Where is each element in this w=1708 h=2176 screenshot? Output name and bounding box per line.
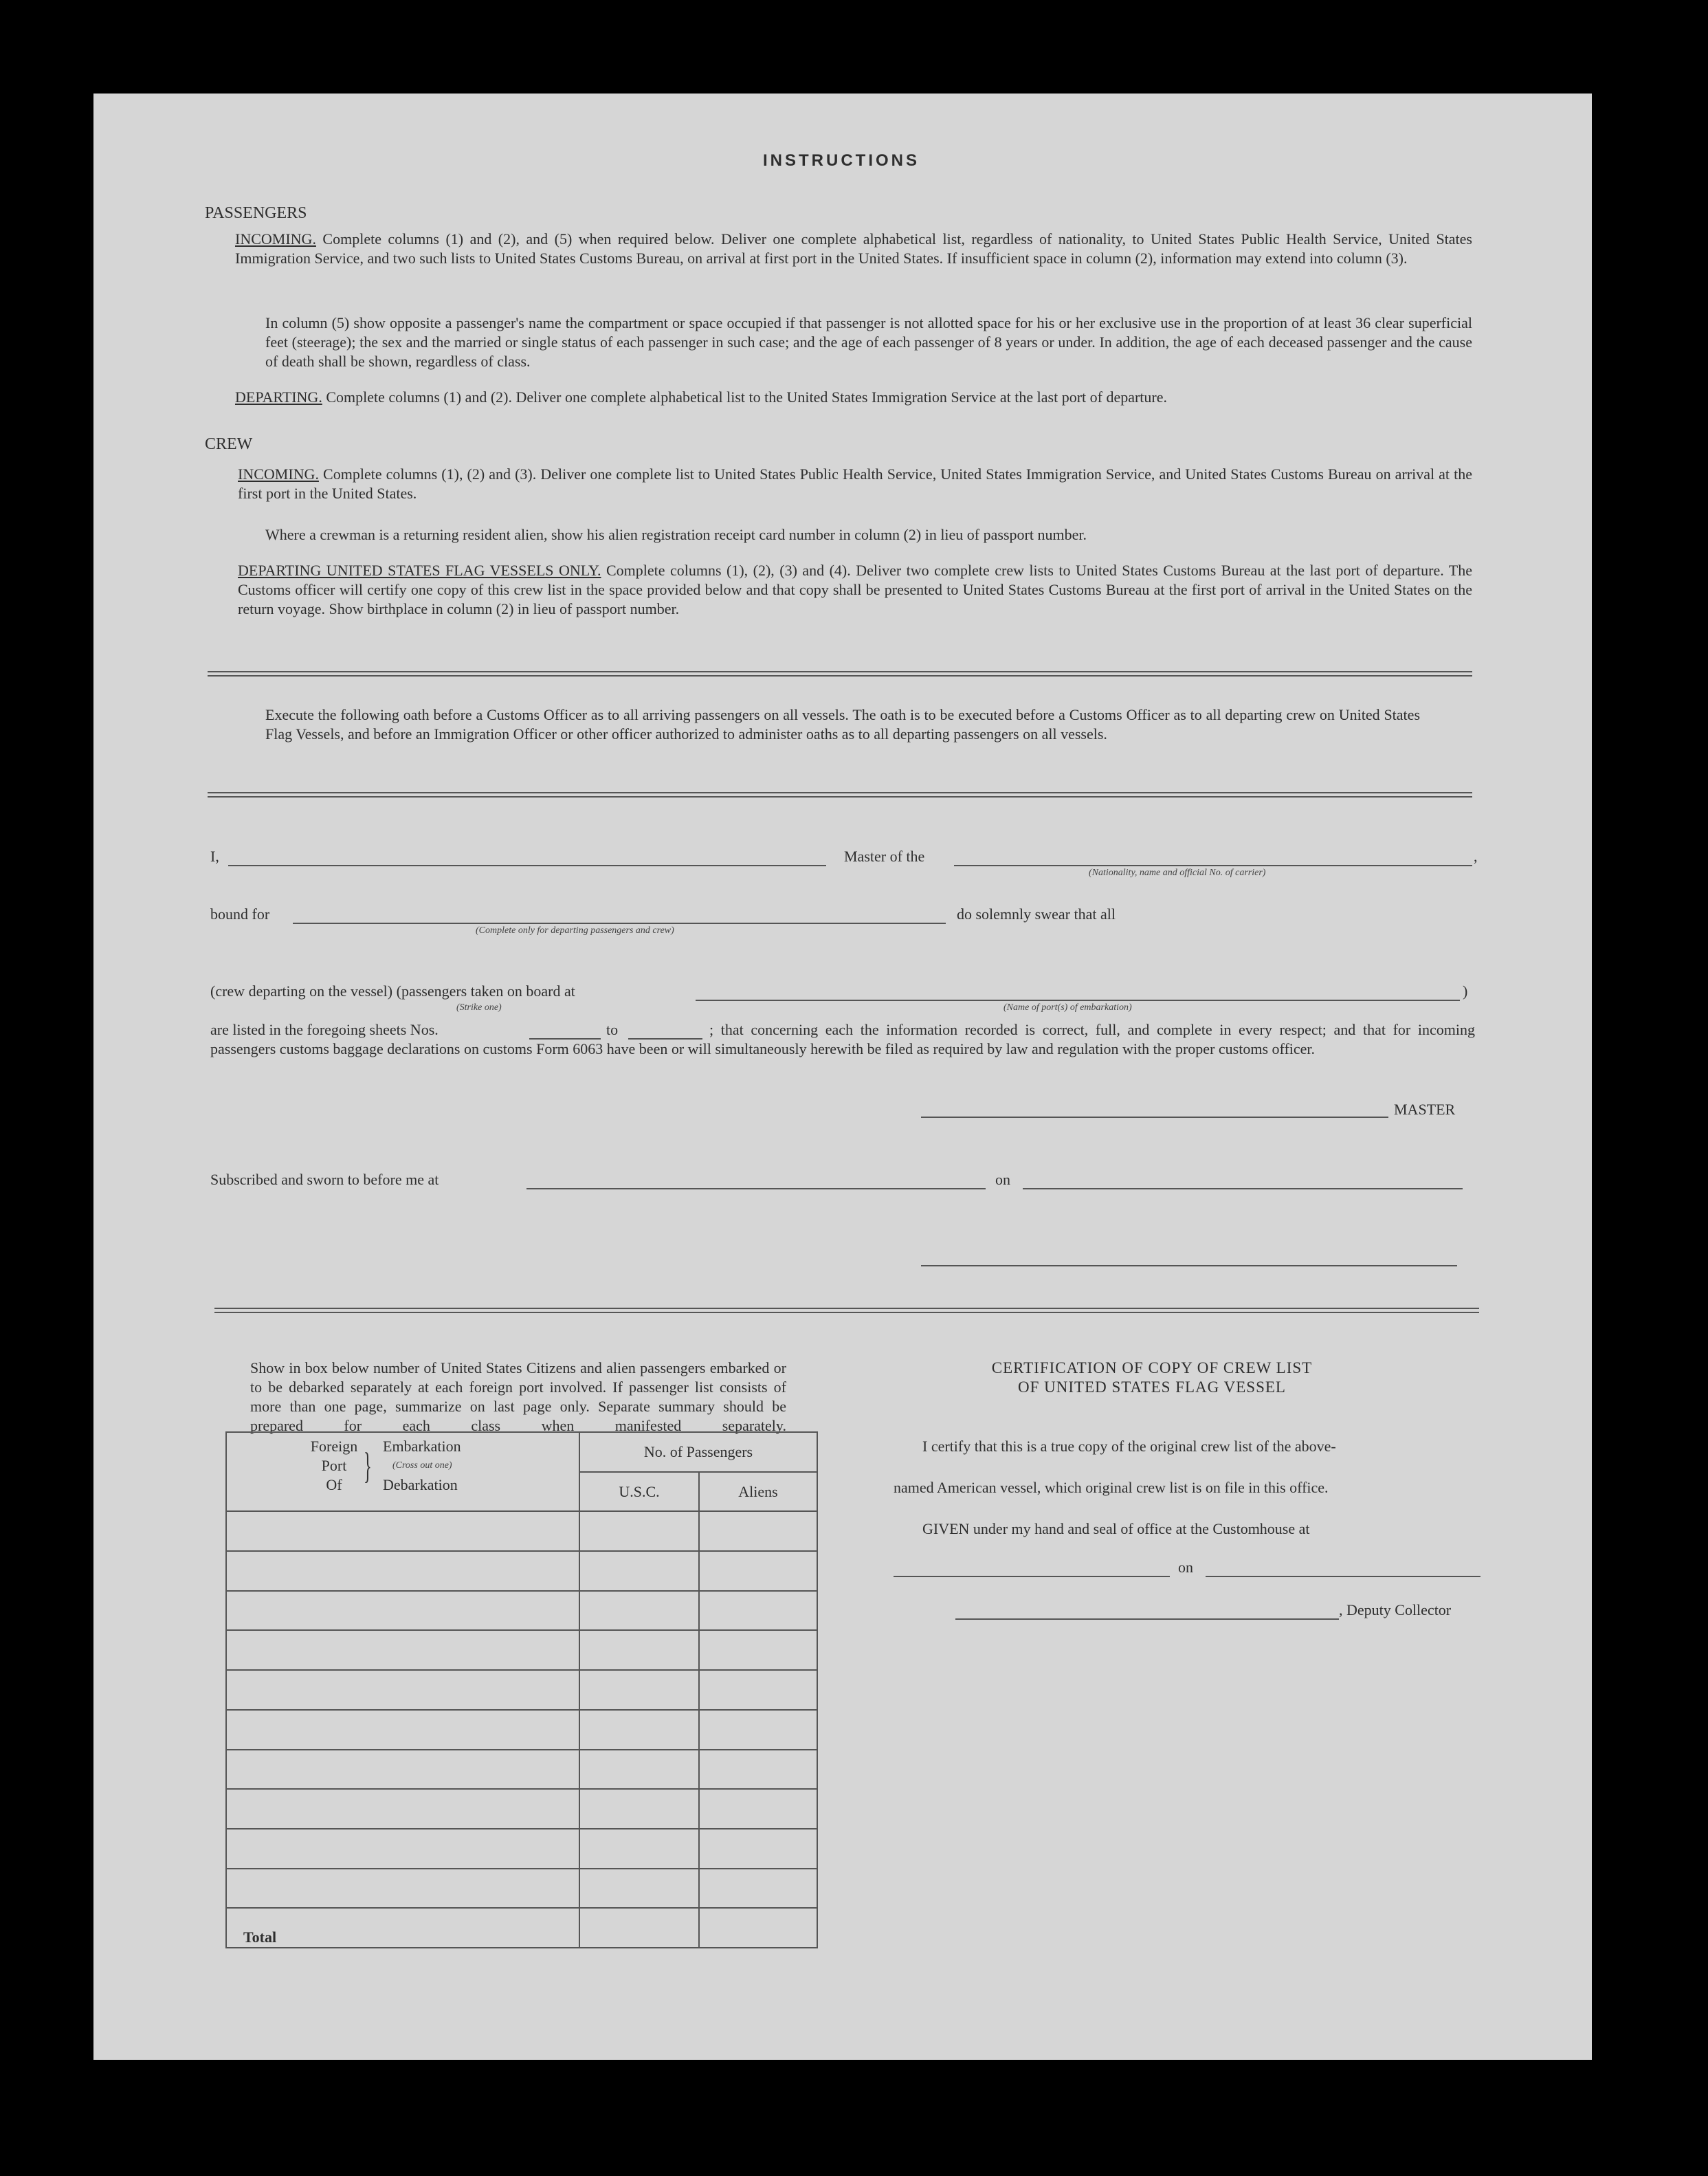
listed-rest-text: ; that concerning each the information recorded is correct, full, and complete in every respect; and that for incoming passengers customs baggage declarations on customs Form 6063 have been or will simultaneously herewith be filed as required by law and regulation with the proper customs officer. bbox=[210, 1021, 1475, 1057]
bound-for-field[interactable] bbox=[293, 923, 946, 924]
certification-line-2: named American vessel, which original crew list is on file in this office. bbox=[894, 1479, 1329, 1496]
crew-resident-paragraph: Where a crewman is a returning resident alien, show his alien registration receipt card number in column (2) in lieu of passport number. bbox=[265, 526, 1087, 543]
crew-incoming-label: INCOMING. bbox=[238, 465, 319, 483]
debarkation-label: Debarkation bbox=[383, 1476, 458, 1493]
passenger-summary-table bbox=[225, 1431, 818, 1948]
to-label: to bbox=[606, 1021, 619, 1038]
table-row bbox=[226, 1789, 817, 1829]
master-of-label: Master of the bbox=[844, 848, 925, 865]
vessel-field[interactable] bbox=[954, 865, 1472, 866]
crew-incoming-paragraph bbox=[238, 465, 1472, 503]
embarkation-caption: (Name of port(s) of embarkation) bbox=[1003, 1002, 1132, 1013]
oath-comma: , bbox=[1474, 848, 1478, 865]
foreign-label: Foreign bbox=[310, 1438, 358, 1455]
crew-heading: CREW bbox=[205, 435, 253, 453]
deputy-collector-label: , Deputy Collector bbox=[1339, 1601, 1452, 1618]
certification-line-1: I certify that this is a true copy of the original crew list of the above- bbox=[922, 1438, 1336, 1455]
cross-out-label: (Cross out one) bbox=[392, 1460, 452, 1471]
brace-mark: } bbox=[364, 1445, 372, 1486]
table-row bbox=[226, 1869, 817, 1909]
crew-passengers-label: (crew departing on the vessel) (passengers taken on board at bbox=[210, 982, 575, 1000]
oath-i-label: I, bbox=[210, 848, 219, 865]
table-row bbox=[226, 1670, 817, 1710]
passengers-departing-text: Complete columns (1) and (2). Deliver one complete alphabetical list to the United States Immigration Service at the last port of departure. bbox=[326, 388, 1168, 406]
no-passengers-header: No. of Passengers bbox=[579, 1432, 817, 1472]
strike-caption: (Strike one) bbox=[456, 1002, 502, 1013]
master-label: MASTER bbox=[1394, 1101, 1456, 1118]
crew-incoming-text: Complete columns (1), (2) and (3). Deliver one complete list to United States Public Health Service, United States Immigration Service, and United States Customs Bureau on arrival at the first port in the United States. bbox=[238, 465, 1473, 502]
passengers-column5-paragraph: In column (5) show opposite a passenger's name the compartment or space occupied if that passenger is not allotted space for his or her exclusive use in the proportion of at least 36 clear superficial feet (steerage); the sex and the married or single status of each passenger in such case; and the age of each passenger of 8 years or under. In addition, the age of each deceased passenger and the cause of death shall be shown, regardless of class. bbox=[265, 314, 1472, 370]
crew-departing-text: Complete columns (1), (2), (3) and (4). Deliver two complete crew lists to United States Customs Bureau at the last port of departure. The Customs officer will certify one copy of this crew list in the space provided below and that copy shall be presented to United States Customs Bureau at the first port of arrival in the United States on the return voyage. Show birthplace in column (2) in lieu of passport number. bbox=[238, 562, 1473, 617]
passengers-heading: PASSENGERS bbox=[205, 204, 307, 222]
complete-caption: (Complete only for departing passengers and crew) bbox=[476, 925, 674, 936]
total-row bbox=[226, 1908, 817, 1948]
embarkation-label: Embarkation bbox=[383, 1438, 461, 1455]
certification-on-label: on bbox=[1178, 1559, 1193, 1576]
oath-instructions-paragraph: Execute the following oath before a Customs Officer as to all arriving passengers on all vessels. The oath is to be executed before a Customs Officer as to all departing crew on United States Flag Vessels, and before an Immigration Officer or other officer authorized to administer oaths as to all departing passengers on all vessels. bbox=[265, 706, 1420, 743]
divider-1 bbox=[208, 671, 1472, 677]
table-row bbox=[226, 1829, 817, 1869]
nationality-caption: (Nationality, name and official No. of carrier) bbox=[1089, 868, 1266, 878]
passengers-departing-label: DEPARTING. bbox=[235, 388, 322, 406]
officer-signature-field[interactable] bbox=[921, 1265, 1457, 1266]
subscribed-on-label: on bbox=[995, 1171, 1010, 1188]
table-row bbox=[226, 1630, 817, 1670]
total-usc-cell[interactable] bbox=[579, 1908, 699, 1948]
table-row bbox=[226, 1750, 817, 1790]
customhouse-field[interactable] bbox=[894, 1576, 1170, 1577]
table-row bbox=[226, 1551, 817, 1591]
usc-header: U.S.C. bbox=[579, 1472, 699, 1512]
embarkation-port-field[interactable] bbox=[696, 1000, 1460, 1001]
certification-date-field[interactable] bbox=[1206, 1576, 1480, 1577]
total-aliens-cell[interactable] bbox=[699, 1908, 817, 1948]
summary-instructions: Show in box below number of United States Citizens and alien passengers embarked or to be debarked separately at each foreign port involved. If passenger list consists of more than one page, summarize on last page only. Separate summary should be prepared for each class when manifested separately. bbox=[250, 1359, 786, 1434]
port-label: Port bbox=[321, 1457, 347, 1474]
table-row bbox=[226, 1591, 817, 1631]
crew-departing-label: DEPARTING UNITED STATES FLAG VESSELS ONLY. bbox=[238, 562, 601, 579]
listed-label: are listed in the foregoing sheets Nos. bbox=[210, 1021, 439, 1038]
passengers-departing-paragraph bbox=[235, 388, 1472, 407]
form-sheet bbox=[93, 94, 1592, 2060]
close-paren: ) bbox=[1463, 982, 1468, 1000]
table-row bbox=[226, 1511, 817, 1551]
passengers-incoming-text: Complete columns (1) and (2), and (5) when required below. Deliver one complete alphabetical list, regardless of nationality, to United States Public Health Service, United States Immigration Service, and two such lists to United States Customs Bureau, on arrival at first port in the United States. If insufficient space in column (2), information may extend into column (3). bbox=[235, 230, 1472, 267]
master-name-field[interactable] bbox=[228, 865, 826, 866]
certification-title-2: OF UNITED STATES FLAG VESSEL bbox=[1018, 1378, 1286, 1396]
of-label: Of bbox=[326, 1476, 342, 1493]
crew-departing-paragraph bbox=[238, 561, 1472, 619]
subscribed-date-field[interactable] bbox=[1023, 1188, 1463, 1189]
master-signature-field[interactable] bbox=[921, 1117, 1388, 1118]
subscribed-label: Subscribed and sworn to before me at bbox=[210, 1171, 439, 1188]
divider-3 bbox=[214, 1308, 1479, 1313]
passengers-incoming-label: INCOMING. bbox=[235, 230, 316, 248]
total-label: Total bbox=[226, 1908, 579, 1948]
divider-2 bbox=[208, 792, 1472, 798]
swear-label: do solemnly swear that all bbox=[957, 905, 1116, 923]
certification-title-1: CERTIFICATION OF COPY OF CREW LIST bbox=[991, 1359, 1313, 1376]
passengers-incoming-paragraph bbox=[235, 230, 1472, 268]
certification-line-3: GIVEN under my hand and seal of office at the Customhouse at bbox=[922, 1520, 1310, 1537]
table-row bbox=[226, 1710, 817, 1750]
bound-for-label: bound for bbox=[210, 905, 270, 923]
subscribed-place-field[interactable] bbox=[526, 1188, 986, 1189]
page-title: INSTRUCTIONS bbox=[763, 151, 920, 170]
aliens-header: Aliens bbox=[699, 1472, 817, 1512]
port-header-cell bbox=[226, 1432, 579, 1511]
deputy-signature-field[interactable] bbox=[955, 1618, 1339, 1620]
